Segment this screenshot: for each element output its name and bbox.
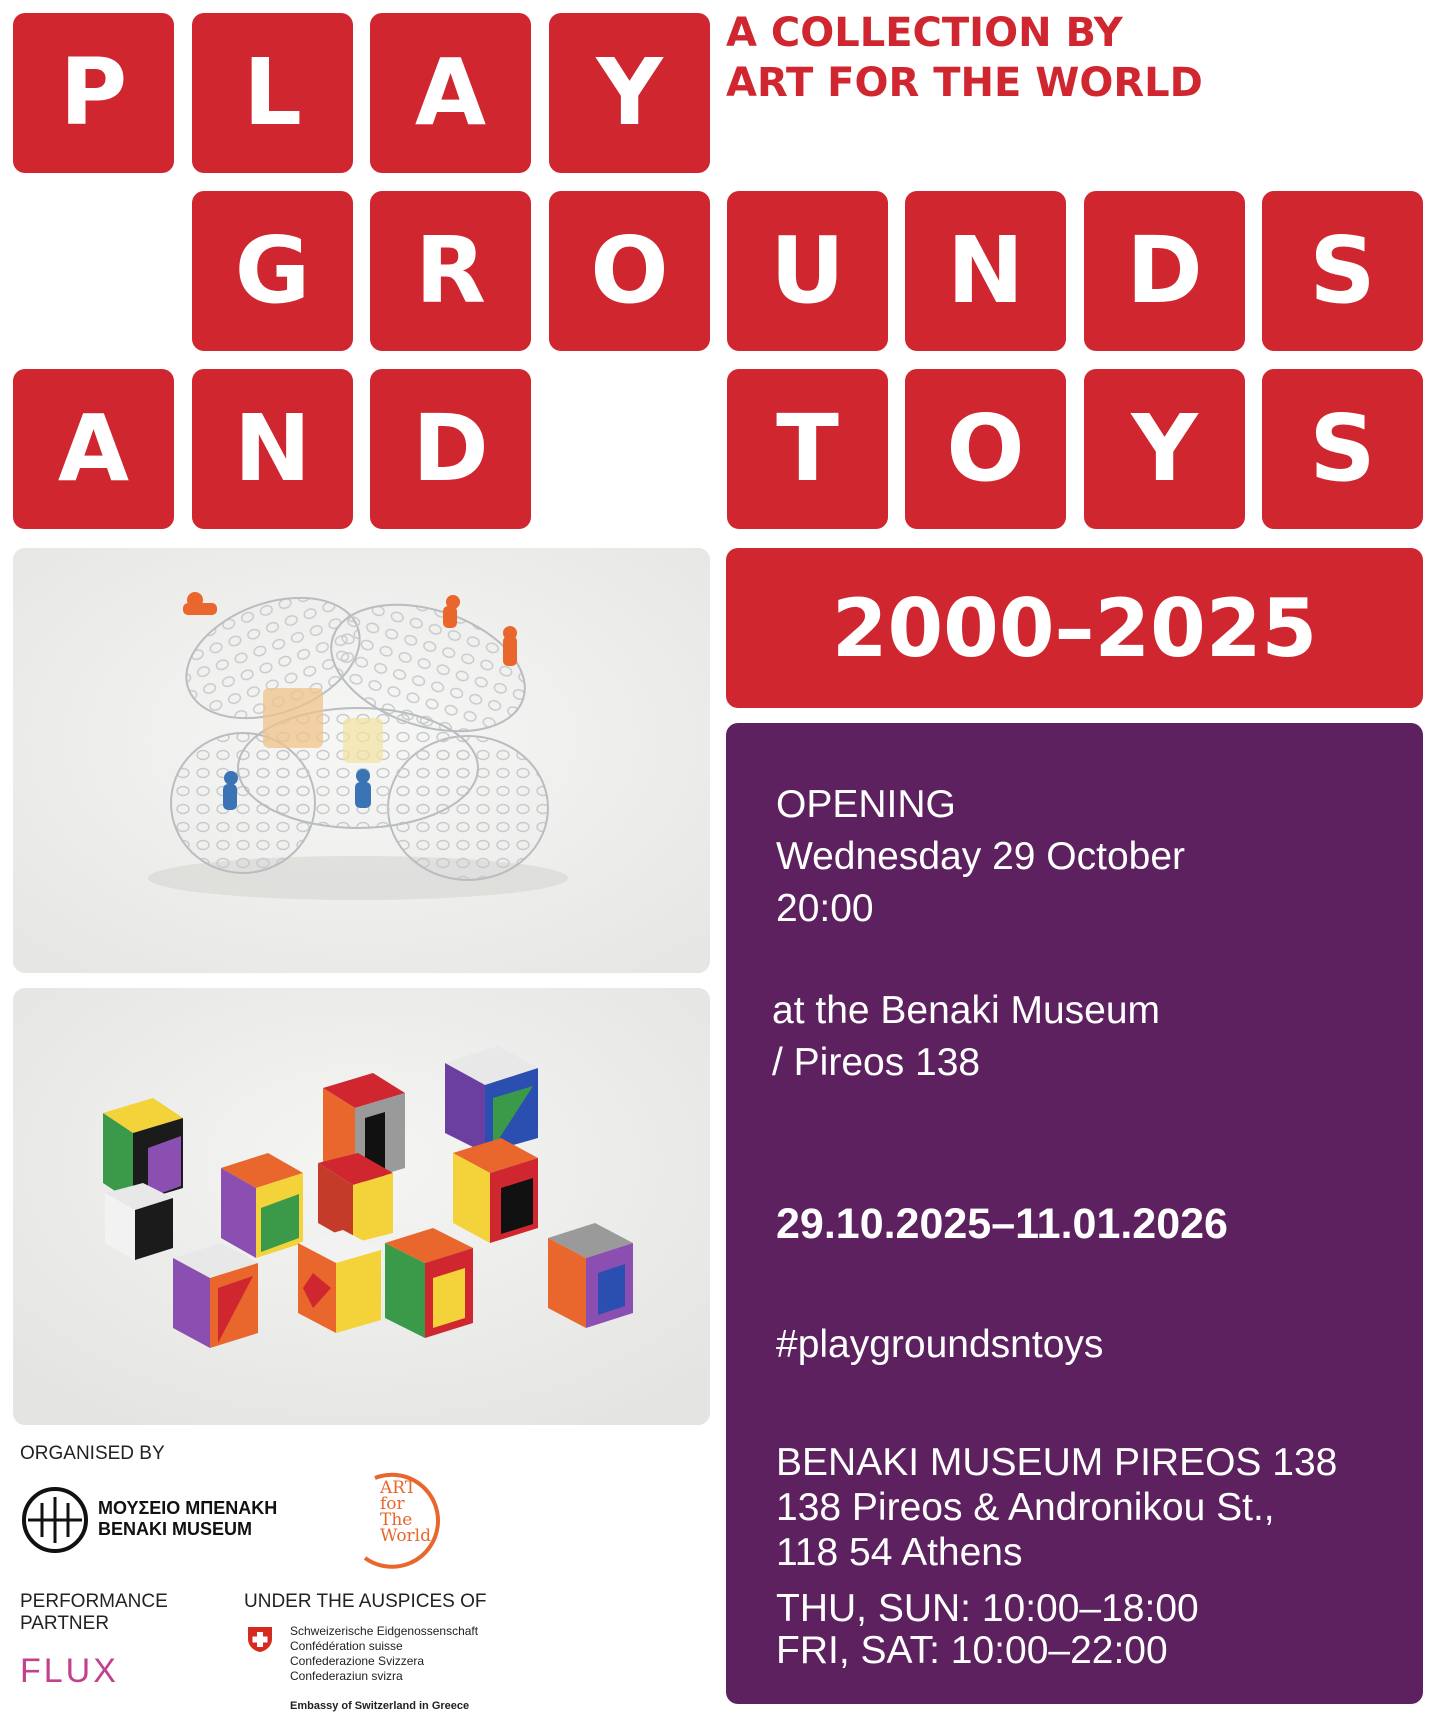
aftw-line: ART — [380, 1478, 417, 1498]
cube — [173, 1243, 258, 1348]
title-tile: S — [1262, 191, 1423, 351]
art-for-the-world-logo — [345, 1470, 455, 1570]
swiss-line: Confédération suisse — [290, 1639, 403, 1653]
cube — [298, 1230, 381, 1333]
swiss-shield-icon — [246, 1625, 274, 1653]
benaki-museum-name — [98, 1498, 277, 1540]
benaki-name-en: BENAKI MUSEUM — [98, 1519, 253, 1539]
opening-hours: THU, SUN: 10:00–18:00 — [776, 1587, 1199, 1630]
performance-line: PERFORMANCE — [20, 1591, 168, 1612]
auspices-label: UNDER THE AUSPICES OF — [244, 1591, 487, 1612]
title-tile: U — [727, 191, 888, 351]
performance-line: PARTNER — [20, 1613, 110, 1634]
title-tile: T — [727, 369, 888, 529]
title-tile: D — [1084, 191, 1245, 351]
flux-logo: FLUX — [20, 1652, 119, 1690]
swiss-line: Schweizerische Eidgenossenschaft — [290, 1624, 479, 1638]
title-tile: O — [905, 369, 1066, 529]
tagline — [726, 8, 1203, 108]
benaki-name-gr: ΜΟΥΣΕΙΟ ΜΠΕΝΑΚΗ — [98, 1498, 278, 1518]
opening-hours: FRI, SAT: 10:00–22:00 — [776, 1629, 1168, 1672]
opening-label: OPENING — [776, 783, 956, 826]
swiss-confederation-text — [290, 1624, 478, 1684]
aftw-line: for — [380, 1494, 405, 1514]
performance-partner-label — [20, 1591, 168, 1635]
artwork-photo-knot — [13, 548, 710, 973]
artwork-photo-cubes — [13, 988, 710, 1425]
embassy-text: Embassy of Switzerland in Greece — [290, 1700, 470, 1712]
years-banner: 2000–2025 — [726, 548, 1423, 708]
address-line: 138 Pireos & Andronikou St., — [776, 1486, 1275, 1529]
title-tile: D — [370, 369, 531, 529]
title-tile: A — [370, 13, 531, 173]
title-tile: G — [192, 191, 353, 351]
cube — [105, 1183, 173, 1260]
painted-cubes-image — [13, 988, 710, 1425]
title-tile: Y — [1084, 369, 1245, 529]
cube — [453, 1138, 538, 1243]
title-tile: R — [370, 191, 531, 351]
address-title: BENAKI MUSEUM PIREOS 138 — [776, 1441, 1338, 1484]
swiss-line: Confederaziun svizra — [290, 1669, 403, 1683]
aftw-line: World — [380, 1526, 431, 1546]
tagline-line: ART FOR THE WORLD — [726, 60, 1203, 106]
glass-knot-image — [13, 548, 710, 973]
tagline-line: A COLLECTION BY — [726, 10, 1123, 56]
address-line: 118 54 Athens — [776, 1531, 1023, 1574]
title-tile: P — [13, 13, 174, 173]
cube — [221, 1153, 303, 1258]
cube — [445, 1046, 538, 1153]
title-tile: O — [549, 191, 710, 351]
title-tile: A — [13, 369, 174, 529]
title-tile: S — [1262, 369, 1423, 529]
benaki-museum-logo-icon — [20, 1485, 90, 1555]
title-tile: N — [192, 369, 353, 529]
swiss-line: Confederazione Svizzera — [290, 1654, 425, 1668]
cube — [385, 1228, 473, 1338]
organised-by-label: ORGANISED BY — [20, 1443, 165, 1464]
event-info-panel — [726, 723, 1423, 1704]
opening-time: 20:00 — [776, 887, 874, 930]
title-tile: L — [192, 13, 353, 173]
hashtag: #playgroundsntoys — [776, 1323, 1104, 1366]
opening-date: Wednesday 29 October — [776, 835, 1186, 878]
venue-line: at the Benaki Museum — [772, 989, 1161, 1032]
exhibition-dates: 29.10.2025–11.01.2026 — [776, 1200, 1228, 1248]
aftw-line: The — [380, 1510, 413, 1530]
title-tile: N — [905, 191, 1066, 351]
venue-line: / Pireos 138 — [772, 1041, 981, 1084]
cube — [548, 1223, 633, 1328]
title-tile: Y — [549, 13, 710, 173]
